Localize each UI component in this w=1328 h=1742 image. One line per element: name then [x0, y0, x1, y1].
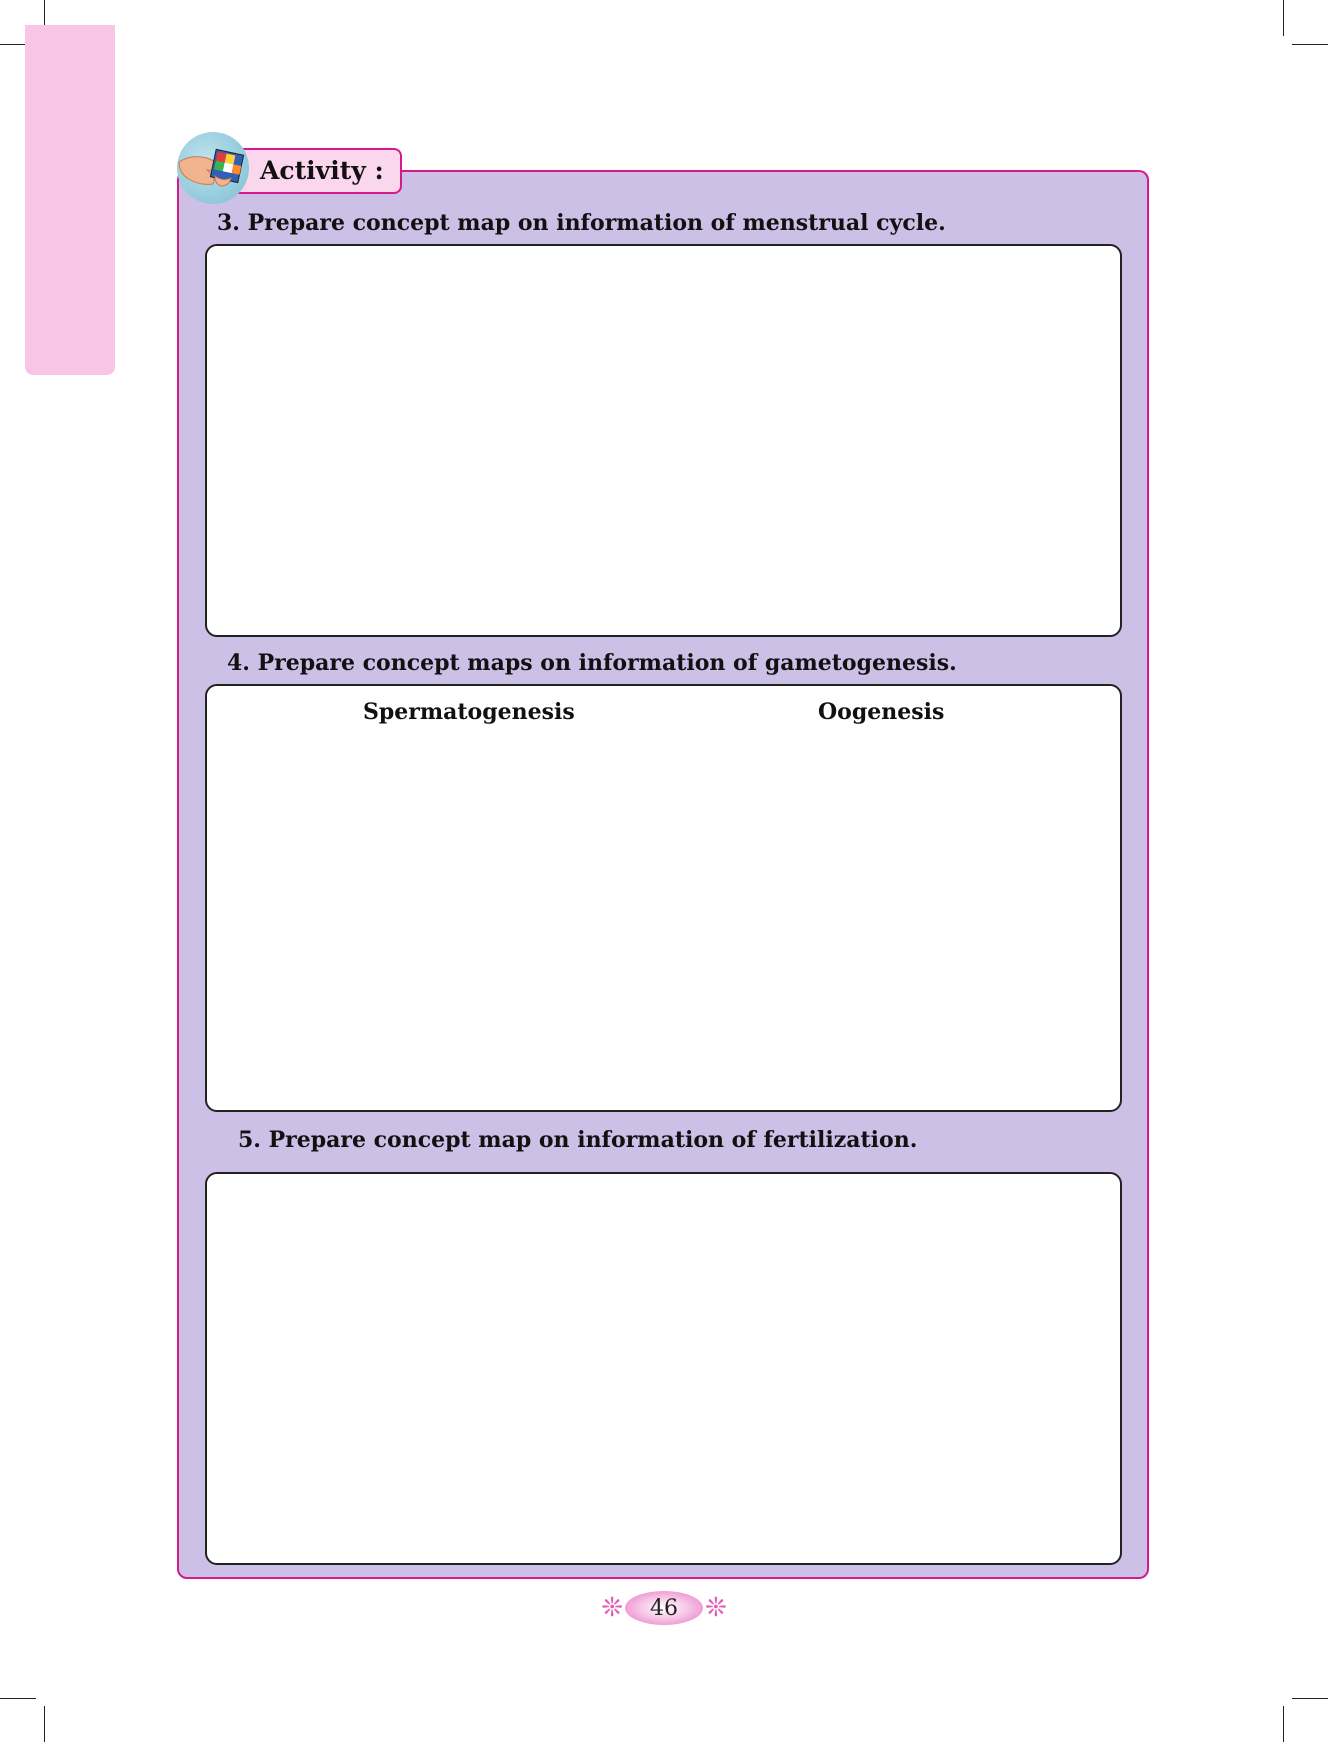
- question-3: 3. Prepare concept map on information of menstrual cycle.: [217, 210, 946, 236]
- column-heading-spermatogenesis: Spermatogenesis: [363, 699, 575, 725]
- answer-box-fertilization[interactable]: [205, 1172, 1122, 1565]
- crop-mark: [1283, 1706, 1284, 1742]
- flower-ornament-icon: ❊: [705, 1593, 727, 1623]
- page-number-footer: [0, 1588, 1328, 1628]
- hand-with-cube-graphic: [177, 132, 249, 204]
- activity-label: Activity :: [232, 148, 402, 194]
- crop-mark: [0, 1698, 36, 1699]
- page-number: 46: [625, 1591, 703, 1625]
- answer-box-gametogenesis[interactable]: [205, 684, 1122, 1112]
- crop-mark: [1292, 44, 1328, 45]
- flower-ornament-icon: ❊: [601, 1593, 623, 1623]
- hand-with-cube-icon: [177, 132, 249, 204]
- question-4: 4. Prepare concept maps on information of gametogenesis.: [227, 650, 957, 676]
- crop-mark: [1283, 0, 1284, 36]
- crop-mark: [44, 1706, 45, 1742]
- chapter-side-tab: [25, 25, 115, 375]
- column-heading-oogenesis: Oogenesis: [818, 699, 945, 725]
- question-5: 5. Prepare concept map on information of fertilization.: [238, 1127, 918, 1153]
- answer-box-menstrual-cycle[interactable]: [205, 244, 1122, 637]
- crop-mark: [1292, 1698, 1328, 1699]
